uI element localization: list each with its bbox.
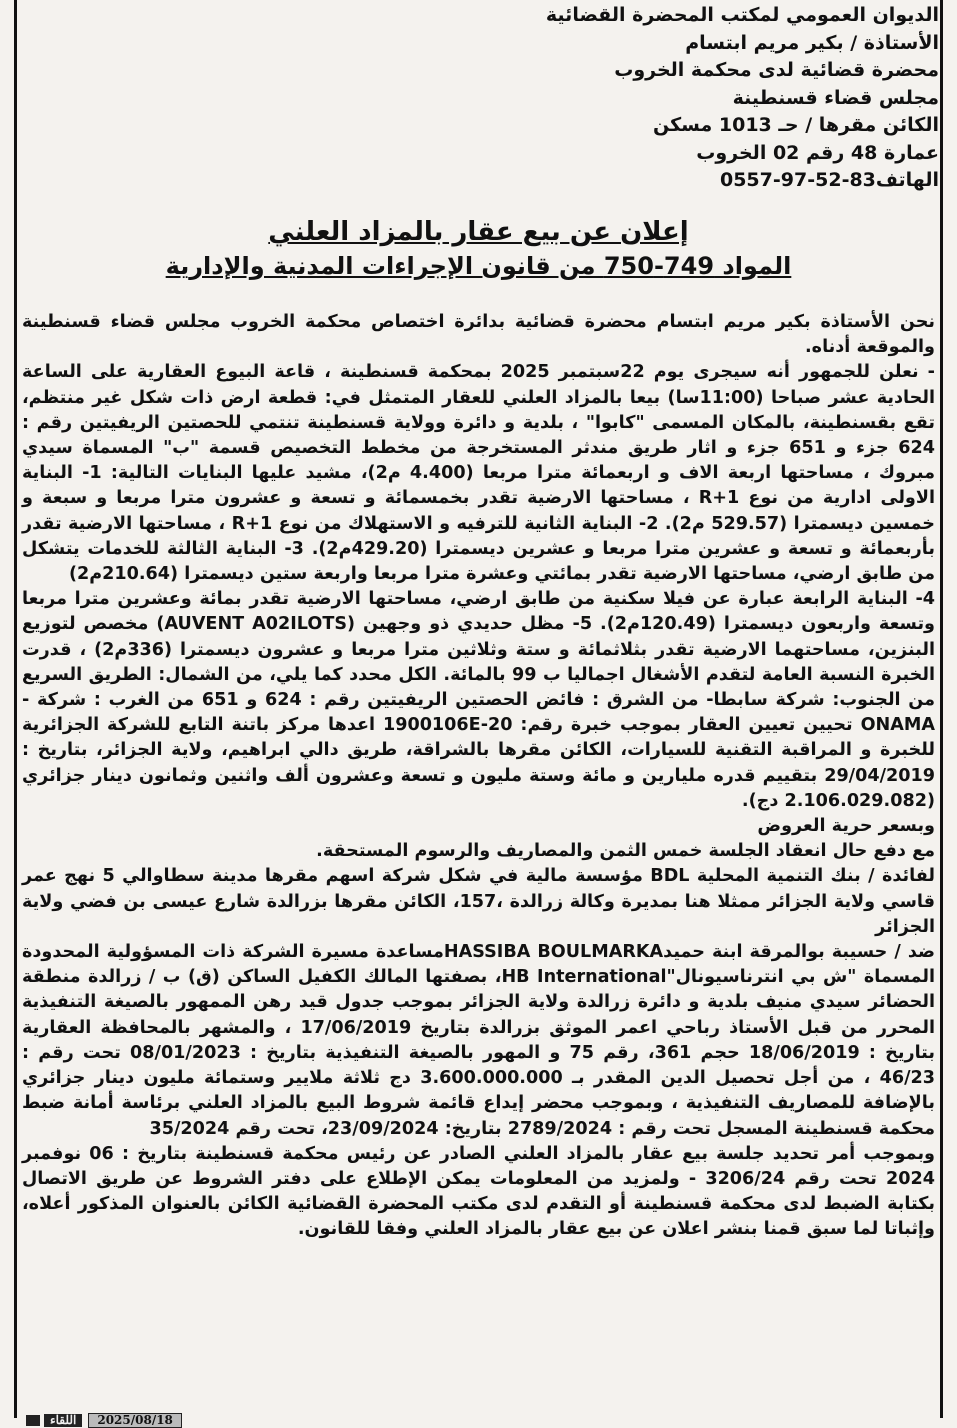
- notice-body: [22, 310, 935, 1243]
- notice-titles: [60, 215, 897, 283]
- header-line: الكائن مقرها / حـ 1013 مسكن: [653, 114, 939, 136]
- header-line: الديوان العمومي لمكتب المحضرة القضائية: [545, 4, 939, 26]
- body-paragraph: نحن الأستاذة بكير مريم ابتسام محضرة قضائية بدائرة اختصاص محكمة الخروب مجلس قضاء قسنطينة والموقعة أدناه.: [22, 312, 935, 358]
- notice-title: إعلان عن بيع عقار بالمزاد العلني: [268, 217, 689, 247]
- publication-date: 2025/08/18: [88, 1413, 182, 1428]
- newspaper-footer: [26, 1414, 221, 1427]
- footer-bar: [26, 1415, 40, 1426]
- header-line: الأستاذة / بكير مريم ابتسام: [685, 31, 939, 54]
- header-line: الهاتف83-52-97-0557: [719, 169, 939, 191]
- body-paragraph: لفائدة / بنك التنمية المحلية BDL مؤسسة مالية في شكل شركة اسهم مقرها مدينة سطاوالي 5 نهج عمر قاسي ولاية الجزائر ممثلا هنا بمديرة وكالة زرالدة ،157، الكائن مقرها بزرالدة شارع عيسى بن فضي ولاية الجزائر: [22, 866, 935, 937]
- body-paragraph: - نعلن للجمهور أنه سيجرى يوم 22سبتمبر 2025 بمحكمة قسنطينة ، قاعة البيوع العقارية على الساعة الحادية عشر صباحا (11:00سا) بيعا بالمزاد العلني للعقار المتمثل في: قطعة ارض ذات شكل غير منتظم، تقع بقسنطينة، بالمكان المسمى "كابوا" ، بلدية و دائرة وولاية قسنطينة تنتمي للحصتين الريفيتين رقم : 624 جزء و 651 جزء و اثار طريق مندثر المستخرجة من مخطط التخصيص قسمة "ب" المسماة سيدي مبروك ، مساحتها اربعة الاف و اربعمائة مترا مربعا (4.400 م2)، مشيد عليها البنايات التالية: 1- البناية الاولى ادارية من نوع R+1 ، مساحتها الارضية تقدر بخمسمائة و تسعة و عشرون مترا مربعا و سبعة و خمسين ديسمترا (529.57 م2). 2- البناية الثانية للترفيه و الاستهلاك من نوع R+1 ، مساحتها الارضية تقدر بأربعمائة و تسعة و عشرين مترا مربعا و عشرين ديسمترا (429.20م2). 3- البناية الثالثة للخدمات يتشكل من طابق ارضي، مساحتها الارضية تقدر بمائتي وعشرة مترا مربعا واربعة ستين ديسمترا (210.64م2): [22, 362, 935, 585]
- body-paragraph: وبموجب أمر تحديد جلسة بيع عقار بالمزاد العلني الصادر عن رئيس محكمة قسنطينة بتاريخ : 06 نوفمبر 2024 تحت رقم 3206/24 - ولمزيد من المعلومات يمكن الإطلاع على دفتر الشروط عن طريق الاتصال بكتابة الضبط لدى محكمة قسنطينة أو التقدم لدى مكتب المحضرة القضائية الكائن بالعنوان المذكور أعلاه، وإثباتا لما سبق قمنا بنشر اعلان عن بيع عقار بالمزاد العلني وفقا للقانون.: [22, 1143, 935, 1240]
- notice-subtitle: المواد 749-750 من قانون الإجراءات المدنية والإدارية: [165, 252, 792, 280]
- newspaper-name: اللقاء: [44, 1414, 82, 1427]
- header-line: عمارة 48 رقم 02 الخروب: [696, 141, 939, 164]
- office-header: [469, 2, 939, 195]
- header-line: مجلس قضاء قسنطينة: [732, 86, 939, 109]
- body-paragraph: ضد / حسيبة بوالمرقة ابنة حميدHASSIBA BOULMARKAمساعدة مسيرة الشركة ذات المسؤولية المحدودة المسماة "ش بي انترناسيونال"HB International، بصفتها المالك الكفيل الساكن (ق) ب / زرالدة منطقة الحضائر سيدي منيف بلدية و دائرة زرالدة ولاية الجزائر بموجب جدول قيد رهن الممهور بالصيغة التنفيذية المحرر من قبل الأستاذ رباحي اعمر الموثق بزرالدة بتاريخ 17/06/2019 ، والمشهر بالمحافظة العقارية بتاريخ : 18/06/2019 حجم 361، رقم 75 و المهور بالصيغة التنفيذية بتاريخ : 08/01/2023 تحت رقم : 46/23 ، من أجل تحصيل الدين المقدر بـ 3.600.000.000 دج ثلاثة ملايير وستمائة مليون دينار جزائري بالإضافة للمصاريف التنفيذية ، وبموجب محضر إيداع قائمة شروط البيع بالمزاد العلني برئاسة أمانة ضبط محكمة قسنطينة المسجل تحت رقم : 2789/2024 بتاريخ: 23/09/2024، تحت رقم 35/2024: [22, 942, 936, 1139]
- header-line: محضرة قضائية لدى محكمة الخروب: [614, 59, 939, 81]
- body-paragraph: مع دفع حال انعقاد الجلسة خمس الثمن والمصاريف والرسوم المستحقة.: [316, 841, 935, 862]
- body-paragraph: 4- البناية الرابعة عبارة عن فيلا سكنية من طابق ارضي، مساحتها الارضية تقدر بمائة وعشرين مترا مربعا وتسعة واربعون ديسمترا (120.49م2). 5- مظل حديدي ذو وجهين (AUVENT A02ILOTS) مخصص لتوزيع البنزين، مساحتهما الارضية تقدر بثلاثمائة و ستة وثلاثين مترا مربعا و عشرون ديسمترا (336م2) ، قدرت الخبرة النسبة العامة لتقدم الأشغال اجماليا ب 99 بالمائة. الكل محدد كما يلي، من الشمال: الطريق السريع من الجنوب: شركة سابطا- من الشرق : فائض الحصتين الريفيتين رقم : 624 و 651 من الغرب : شركة - ONAMA تحيين تعيين العقار بموجب خبرة رقم: 20-1900106E اعدها مركز باتنة التابع للشركة الجزائرية للخبرة و المراقبة التقنية للسيارات، الكائن مقرها بالشراقة، طريق دالي ابراهيم، ولاية الجزائر، بتاريخ : 29/04/2019 بتقييم قدره مليارين و مائة وستة مليون و تسعة وعشرون ألف واثنين وثمانون دينار جزائري (2.106.029.082 دج).: [22, 589, 936, 811]
- body-paragraph: وبسعر حرية العروض: [757, 816, 935, 837]
